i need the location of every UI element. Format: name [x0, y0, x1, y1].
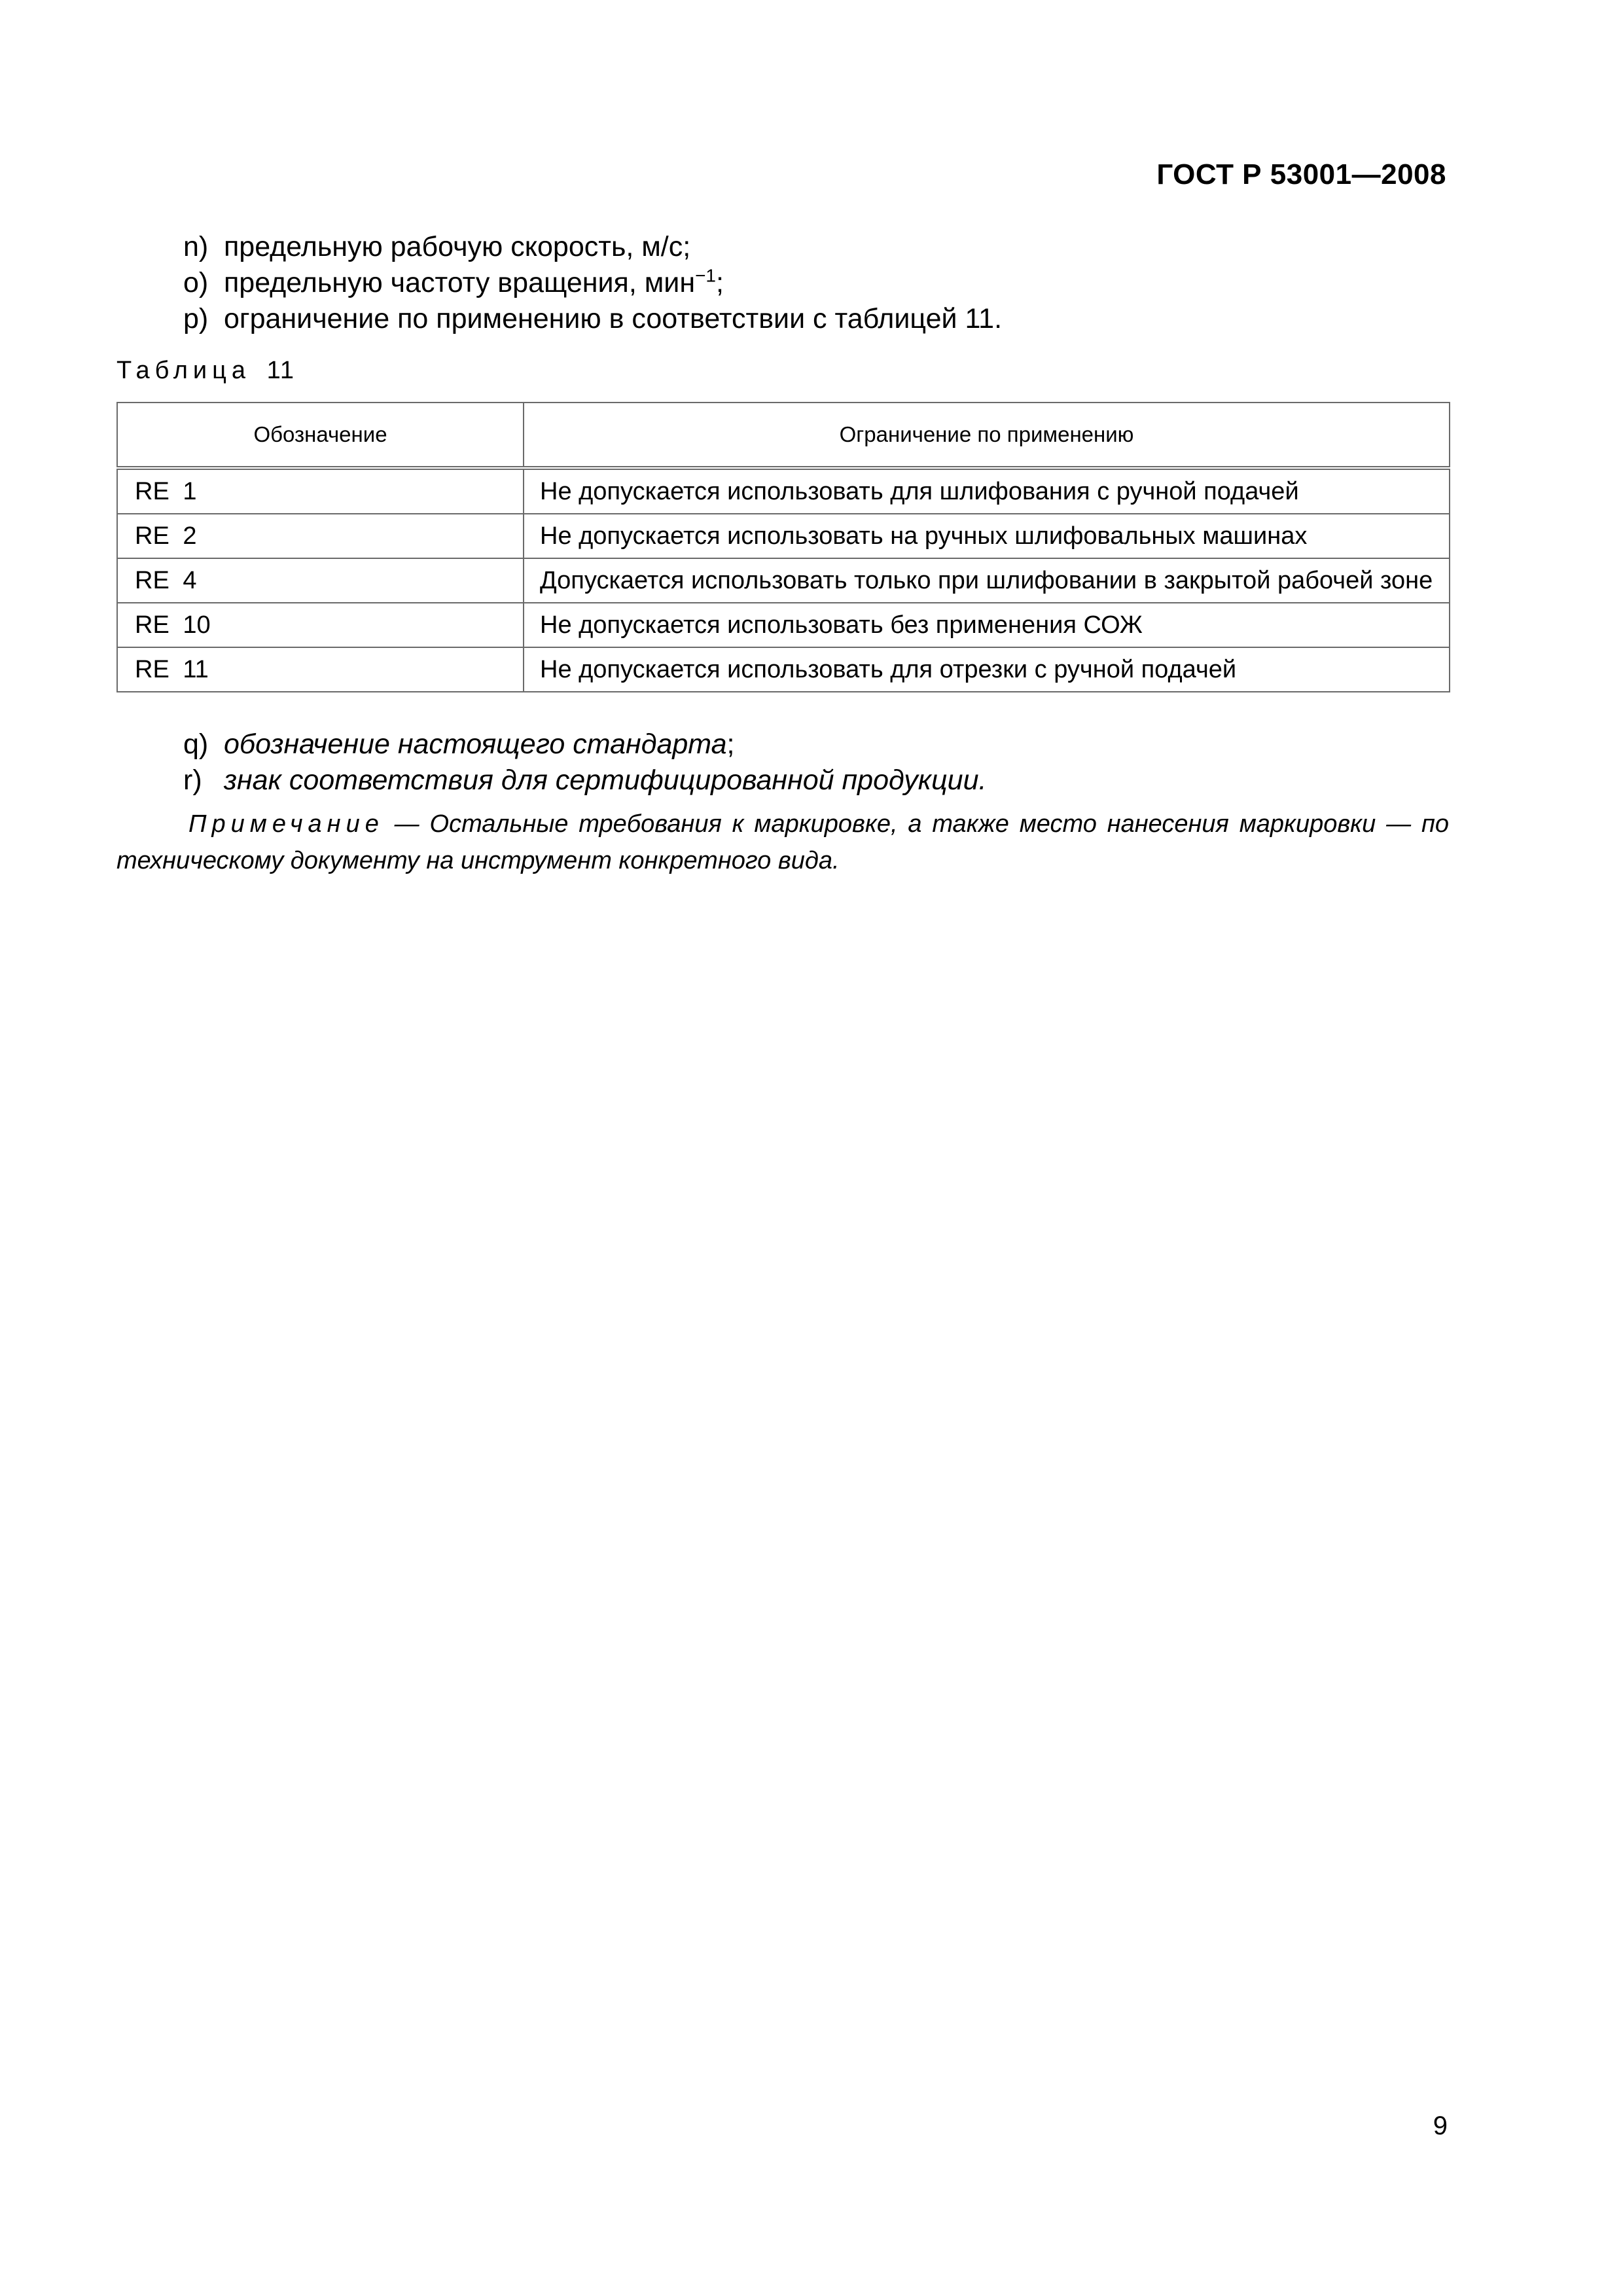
table-row — [117, 603, 1450, 647]
list-item-punct: ; — [716, 267, 724, 298]
cell-restriction: Не допускается использовать на ручных шлифовальных машинах — [524, 514, 1450, 558]
list-marker: q) — [183, 728, 209, 760]
table-caption-label: Таблица — [116, 357, 251, 384]
cell-code: RE 2 — [117, 514, 524, 558]
column-header-restriction: Ограничение по применению — [524, 403, 1450, 468]
column-header-designation: Обозначение — [117, 403, 524, 468]
cell-restriction: Не допускается использовать без применения СОЖ — [524, 603, 1450, 647]
list-item-punct: . — [978, 764, 987, 796]
list-item — [183, 229, 1492, 265]
superscript: −1 — [695, 265, 716, 286]
table-row — [117, 558, 1450, 603]
table-caption — [116, 357, 295, 385]
list-marker: o) — [183, 267, 209, 298]
cell-restriction: Допускается использовать только при шлифовании в закрытой рабочей зоне — [524, 558, 1450, 603]
marking-list-top — [183, 229, 1492, 337]
list-item-text: предельную рабочую скорость, м/с; — [224, 231, 691, 262]
table-row — [117, 468, 1450, 514]
cell-code: RE 11 — [117, 647, 524, 692]
document-code: ГОСТ Р 53001—2008 — [1156, 158, 1446, 190]
list-item-text: обозначение настоящего стандарта — [224, 728, 727, 760]
list-item-punct: ; — [726, 728, 735, 760]
restrictions-table — [116, 402, 1450, 692]
cell-code: RE 1 — [117, 468, 524, 514]
note-label: Примечание — [188, 810, 384, 838]
list-marker: n) — [183, 231, 209, 262]
page-number: 9 — [1433, 2111, 1448, 2140]
table-row — [117, 514, 1450, 558]
table-row — [117, 647, 1450, 692]
cell-restriction: Не допускается использовать для отрезки с ручной подачей — [524, 647, 1450, 692]
list-item-text: знак соответствия для сертифицированной продукции — [224, 764, 979, 796]
note-paragraph — [116, 806, 1449, 879]
list-item — [183, 762, 1492, 798]
marking-list-bottom — [183, 726, 1492, 798]
cell-code: RE 4 — [117, 558, 524, 603]
list-item — [183, 726, 1492, 762]
list-marker: p) — [183, 303, 209, 334]
list-item-text: предельную частоту вращения, мин — [224, 267, 696, 298]
list-item — [183, 265, 1492, 301]
note-text: — Остальные требования к маркировке, а также место нанесения маркировки — по техническому документу на инструмент конкретного вида. — [116, 810, 1449, 874]
table-caption-number: 11 — [266, 357, 296, 384]
cell-code: RE 10 — [117, 603, 524, 647]
list-marker: r) — [183, 764, 202, 796]
table-header-row — [117, 403, 1450, 468]
list-item — [183, 301, 1492, 337]
list-item-text: ограничение по применению в соответствии с таблицей 11. — [224, 303, 1003, 334]
cell-restriction: Не допускается использовать для шлифования с ручной подачей — [524, 468, 1450, 514]
